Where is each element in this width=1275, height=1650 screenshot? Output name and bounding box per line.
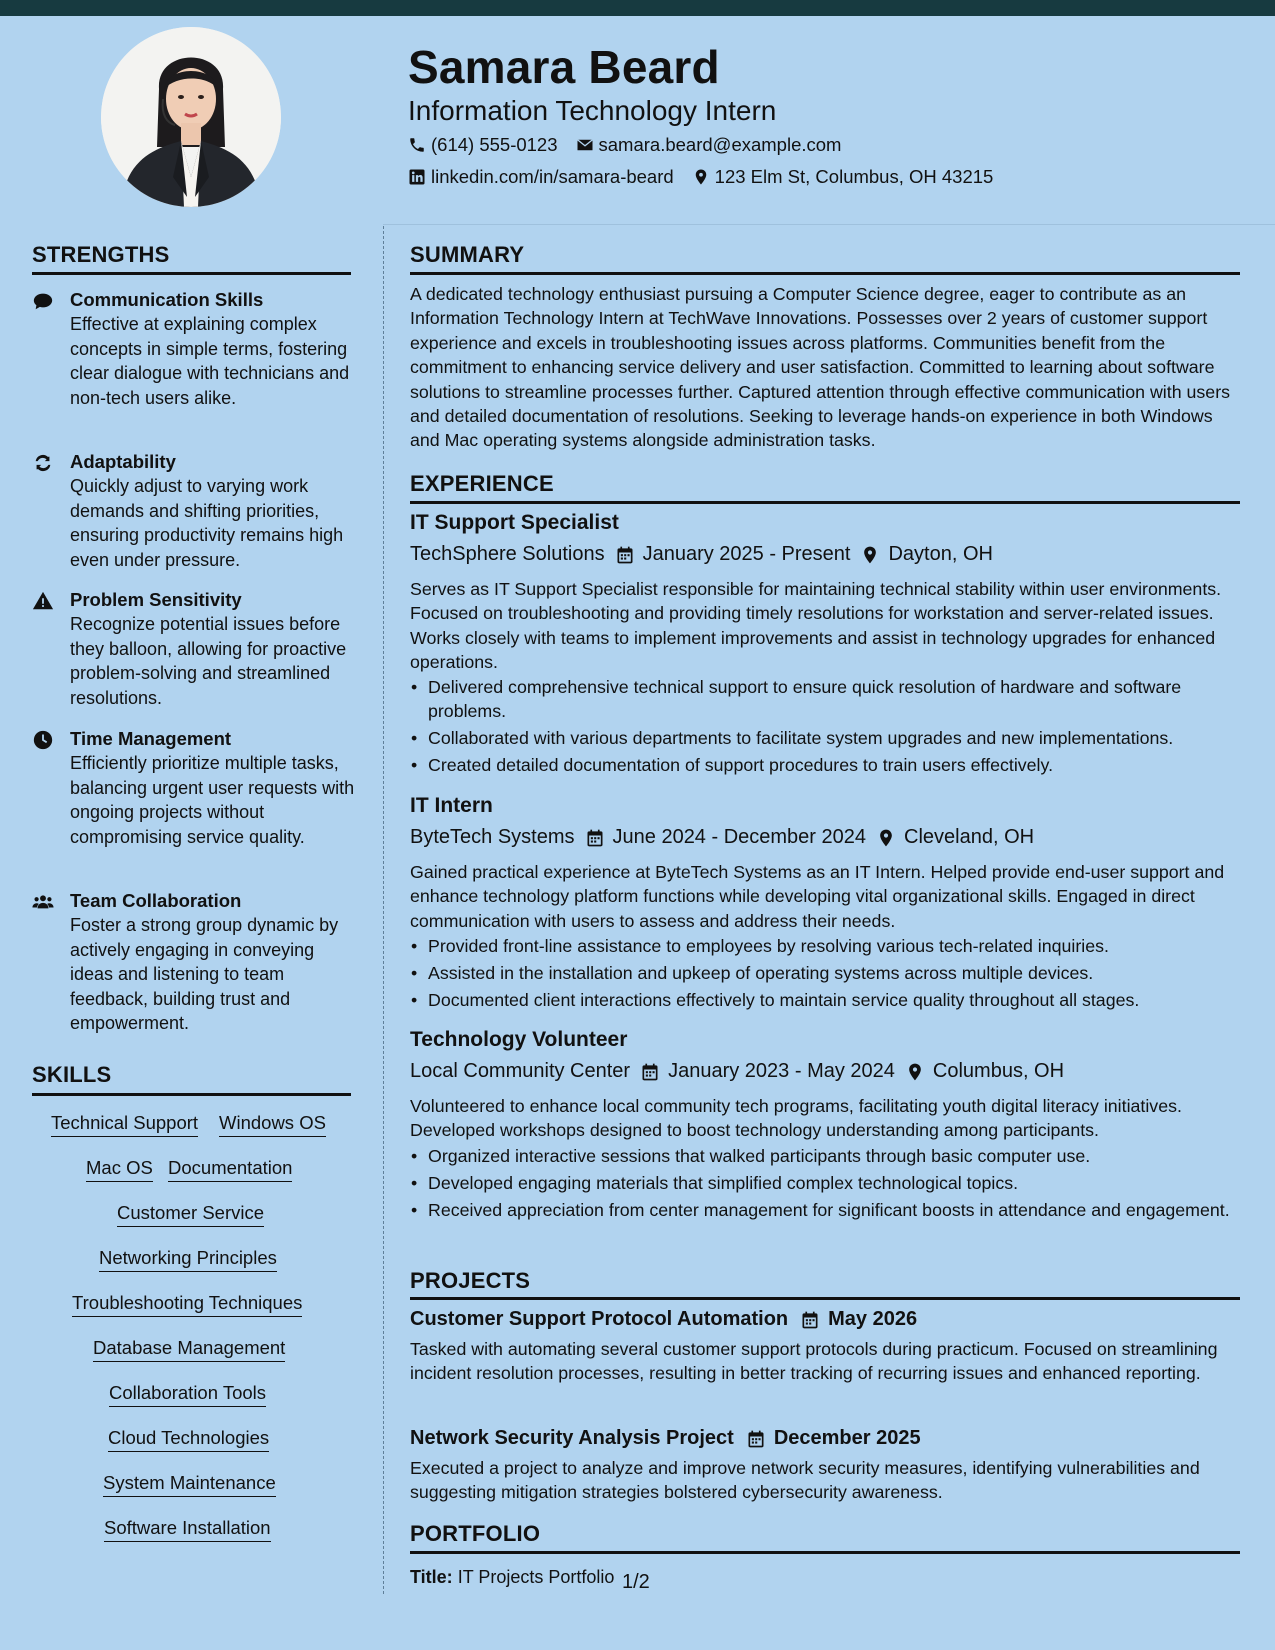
skill-tag: Technical Support: [51, 1112, 198, 1137]
list-item: • Documented client interactions effectively to maintain service quality throughout all stages.: [428, 988, 1240, 1012]
strength-item: [32, 727, 362, 849]
portfolio-heading: PORTFOLIO: [410, 1521, 541, 1546]
profile-photo: [101, 27, 281, 207]
project-description: Tasked with automating several customer support protocols during practicum. Focused on streamlining incident resolution processes, resulting in better tracking of recurring issues and enhanced reporting.: [410, 1339, 1218, 1384]
project-date: May 2026: [828, 1308, 918, 1330]
strength-title: Adaptability: [70, 451, 176, 472]
job-title: IT Intern: [410, 794, 493, 817]
skill-tag: Networking Principles: [99, 1247, 277, 1272]
calendar-icon: [788, 1310, 828, 1330]
list-item: • Delivered comprehensive technical support to ensure quick resolution of hardware and software problems.: [428, 675, 1240, 724]
calendar-icon: [605, 545, 643, 565]
list-item: • Developed engaging materials that simplified complex technological topics.: [428, 1171, 1240, 1195]
skill-tag: System Maintenance: [103, 1472, 276, 1497]
skill-tag: Database Management: [93, 1337, 285, 1362]
strengths-rule: [32, 272, 351, 275]
job-company: TechSphere Solutions: [410, 543, 605, 565]
experience-heading: EXPERIENCE: [410, 471, 554, 496]
refresh-icon: [32, 452, 54, 474]
project-title: Network Security Analysis Project: [410, 1427, 734, 1449]
strength-item: [32, 450, 362, 572]
contact-row-2: [408, 166, 993, 188]
job-title: IT Support Specialist: [410, 511, 619, 534]
skill-tag: Documentation: [168, 1157, 292, 1182]
calendar-icon: [630, 1062, 668, 1082]
linkedin-contact[interactable]: [408, 166, 674, 188]
job-company: Local Community Center: [410, 1060, 631, 1082]
candidate-title: Information Technology Intern: [408, 95, 777, 126]
job-meta: [410, 826, 1034, 849]
job-description: Serves as IT Support Specialist responsible for maintaining technical stability within user environments. Focused on troubleshooting and providing timely resolutions for workstation and server-related issues. Works closely with teams to implement improvements and assist in technology upgrades for enhanced operations.: [410, 579, 1222, 673]
job-meta: [410, 543, 993, 566]
strengths-heading: STRENGTHS: [32, 242, 170, 267]
skill-tag: Windows OS: [219, 1112, 326, 1137]
strength-desc: Recognize potential issues before they balloon, allowing for proactive problem-solving and streamlined resolutions.: [70, 614, 347, 708]
portfolio-rule: [410, 1551, 1240, 1554]
skill-tag: Customer Service: [117, 1202, 264, 1227]
skill-tag: Collaboration Tools: [109, 1382, 266, 1407]
strength-title: Problem Sensitivity: [70, 589, 242, 610]
strength-title: Time Management: [70, 728, 232, 749]
portfolio-entry: [410, 1567, 614, 1588]
strength-desc: Efficiently prioritize multiple tasks, balancing urgent user requests with ongoing projects without compromising service quality.: [70, 753, 355, 847]
job-bullets: [428, 934, 1240, 1015]
email-text[interactable]: samara.beard@example.com: [598, 134, 842, 155]
clock-icon: [32, 729, 54, 751]
job-title: Technology Volunteer: [410, 1028, 628, 1051]
skill-tag: Software Installation: [104, 1517, 271, 1542]
strength-item: [32, 588, 362, 710]
map-pin-icon: [692, 168, 710, 186]
skill-tag: Cloud Technologies: [108, 1427, 269, 1452]
linkedin-icon: [408, 168, 426, 186]
page-number: 1/2: [622, 1571, 650, 1593]
portfolio-value: IT Projects Portfolio: [457, 1567, 615, 1587]
address-contact: [692, 166, 994, 188]
warning-icon: [32, 590, 54, 612]
list-item: • Collaborated with various departments to facilitate system upgrades and new implementations.: [428, 726, 1240, 750]
comment-icon: [32, 290, 54, 312]
column-divider: [383, 226, 384, 1594]
summary-text: A dedicated technology enthusiast pursuing a Computer Science degree, eager to contribute as an Information Technology Intern at TechWave Innovations. Possesses over 2 years of customer support experience and excels in troubleshooting issues across platforms. Communities benefit from the commitment to enhancing service delivery and user satisfaction. Committed to learning about software solutions to streamline processes further. Captured attention through effective communication with users and detailed documentation of resolutions. Seeking to leverage hands-on experience in both Windows and Mac operating systems alongside administration tasks.: [410, 284, 1231, 451]
list-item: • Received appreciation from center management for significant boosts in attendance and engagement.: [428, 1198, 1240, 1222]
job-dates: June 2024 - December 2024: [612, 826, 867, 848]
strength-item: [32, 288, 362, 410]
map-pin-icon: [895, 1062, 933, 1082]
job-description: Gained practical experience at ByteTech Systems as an IT Intern. Helped provide end-user support and enhance technology platform functions while developing vital organizational skills. Engaged in direct communication with users to assess and address their needs.: [410, 862, 1225, 931]
project-date: December 2025: [773, 1427, 921, 1449]
project-title-row: [410, 1308, 917, 1331]
portfolio-label: Title:: [410, 1567, 453, 1587]
strength-desc: Effective at explaining complex concepts in simple terms, fostering clear dialogue with technicians and non-tech users alike.: [70, 314, 350, 408]
project-title-row: [410, 1427, 921, 1450]
job-company: ByteTech Systems: [410, 826, 575, 848]
job-location: Dayton, OH: [888, 543, 993, 565]
contact-row-1: [408, 134, 841, 156]
candidate-name: Samara Beard: [408, 41, 720, 93]
phone-icon: [408, 136, 426, 154]
strength-desc: Quickly adjust to varying work demands and shifting priorities, ensuring productivity remains high even under pressure.: [70, 476, 344, 570]
job-bullets: [428, 675, 1240, 780]
calendar-icon: [734, 1429, 774, 1449]
list-item: • Assisted in the installation and upkeep of operating systems across multiple devices.: [428, 961, 1240, 985]
skills-rule: [32, 1093, 351, 1096]
calendar-icon: [575, 828, 613, 848]
summary-heading: SUMMARY: [410, 242, 525, 267]
strength-title: Communication Skills: [70, 289, 264, 310]
skill-tag: Mac OS: [86, 1157, 153, 1182]
users-icon: [32, 891, 54, 913]
experience-rule: [410, 501, 1240, 504]
top-bar: [0, 0, 1275, 16]
strength-item: [32, 889, 362, 1036]
job-bullets: [428, 1144, 1240, 1225]
phone-text: (614) 555-0123: [431, 134, 558, 155]
skill-tag: Troubleshooting Techniques: [72, 1292, 302, 1317]
email-contact[interactable]: [576, 134, 842, 156]
address-text: 123 Elm St, Columbus, OH 43215: [714, 166, 994, 187]
linkedin-text[interactable]: linkedin.com/in/samara-beard: [431, 166, 674, 187]
envelope-icon: [576, 136, 594, 154]
job-location: Cleveland, OH: [904, 826, 1035, 848]
skills-heading: SKILLS: [32, 1062, 112, 1087]
list-item: • Provided front-line assistance to employees by resolving various tech-related inquiries.: [428, 934, 1240, 958]
projects-heading: PROJECTS: [410, 1268, 531, 1293]
job-meta: [410, 1060, 1064, 1083]
job-dates: January 2025 - Present: [642, 543, 851, 565]
list-item: • Organized interactive sessions that walked participants through basic computer use.: [428, 1144, 1240, 1168]
list-item: • Created detailed documentation of support procedures to train users effectively.: [428, 753, 1240, 777]
map-pin-icon: [850, 545, 888, 565]
map-pin-icon: [866, 828, 904, 848]
strength-title: Team Collaboration: [70, 890, 242, 911]
job-location: Columbus, OH: [932, 1060, 1065, 1082]
projects-rule: [410, 1297, 1240, 1300]
header-divider: [383, 224, 1275, 225]
job-dates: January 2023 - May 2024: [668, 1060, 895, 1082]
phone-contact: [408, 134, 558, 156]
project-title: Customer Support Protocol Automation: [410, 1308, 789, 1330]
summary-rule: [410, 272, 1240, 275]
project-description: Executed a project to analyze and improve network security measures, identifying vulnerabilities and suggesting mitigation strategies bolstered cybersecurity awareness.: [410, 1458, 1200, 1503]
strength-desc: Foster a strong group dynamic by actively engaging in conveying ideas and listening to team feedback, building trust and empowerment.: [70, 915, 339, 1033]
job-description: Volunteered to enhance local community tech programs, facilitating youth digital literacy initiatives. Developed workshops designed to boost technology understanding among participants.: [410, 1096, 1182, 1141]
